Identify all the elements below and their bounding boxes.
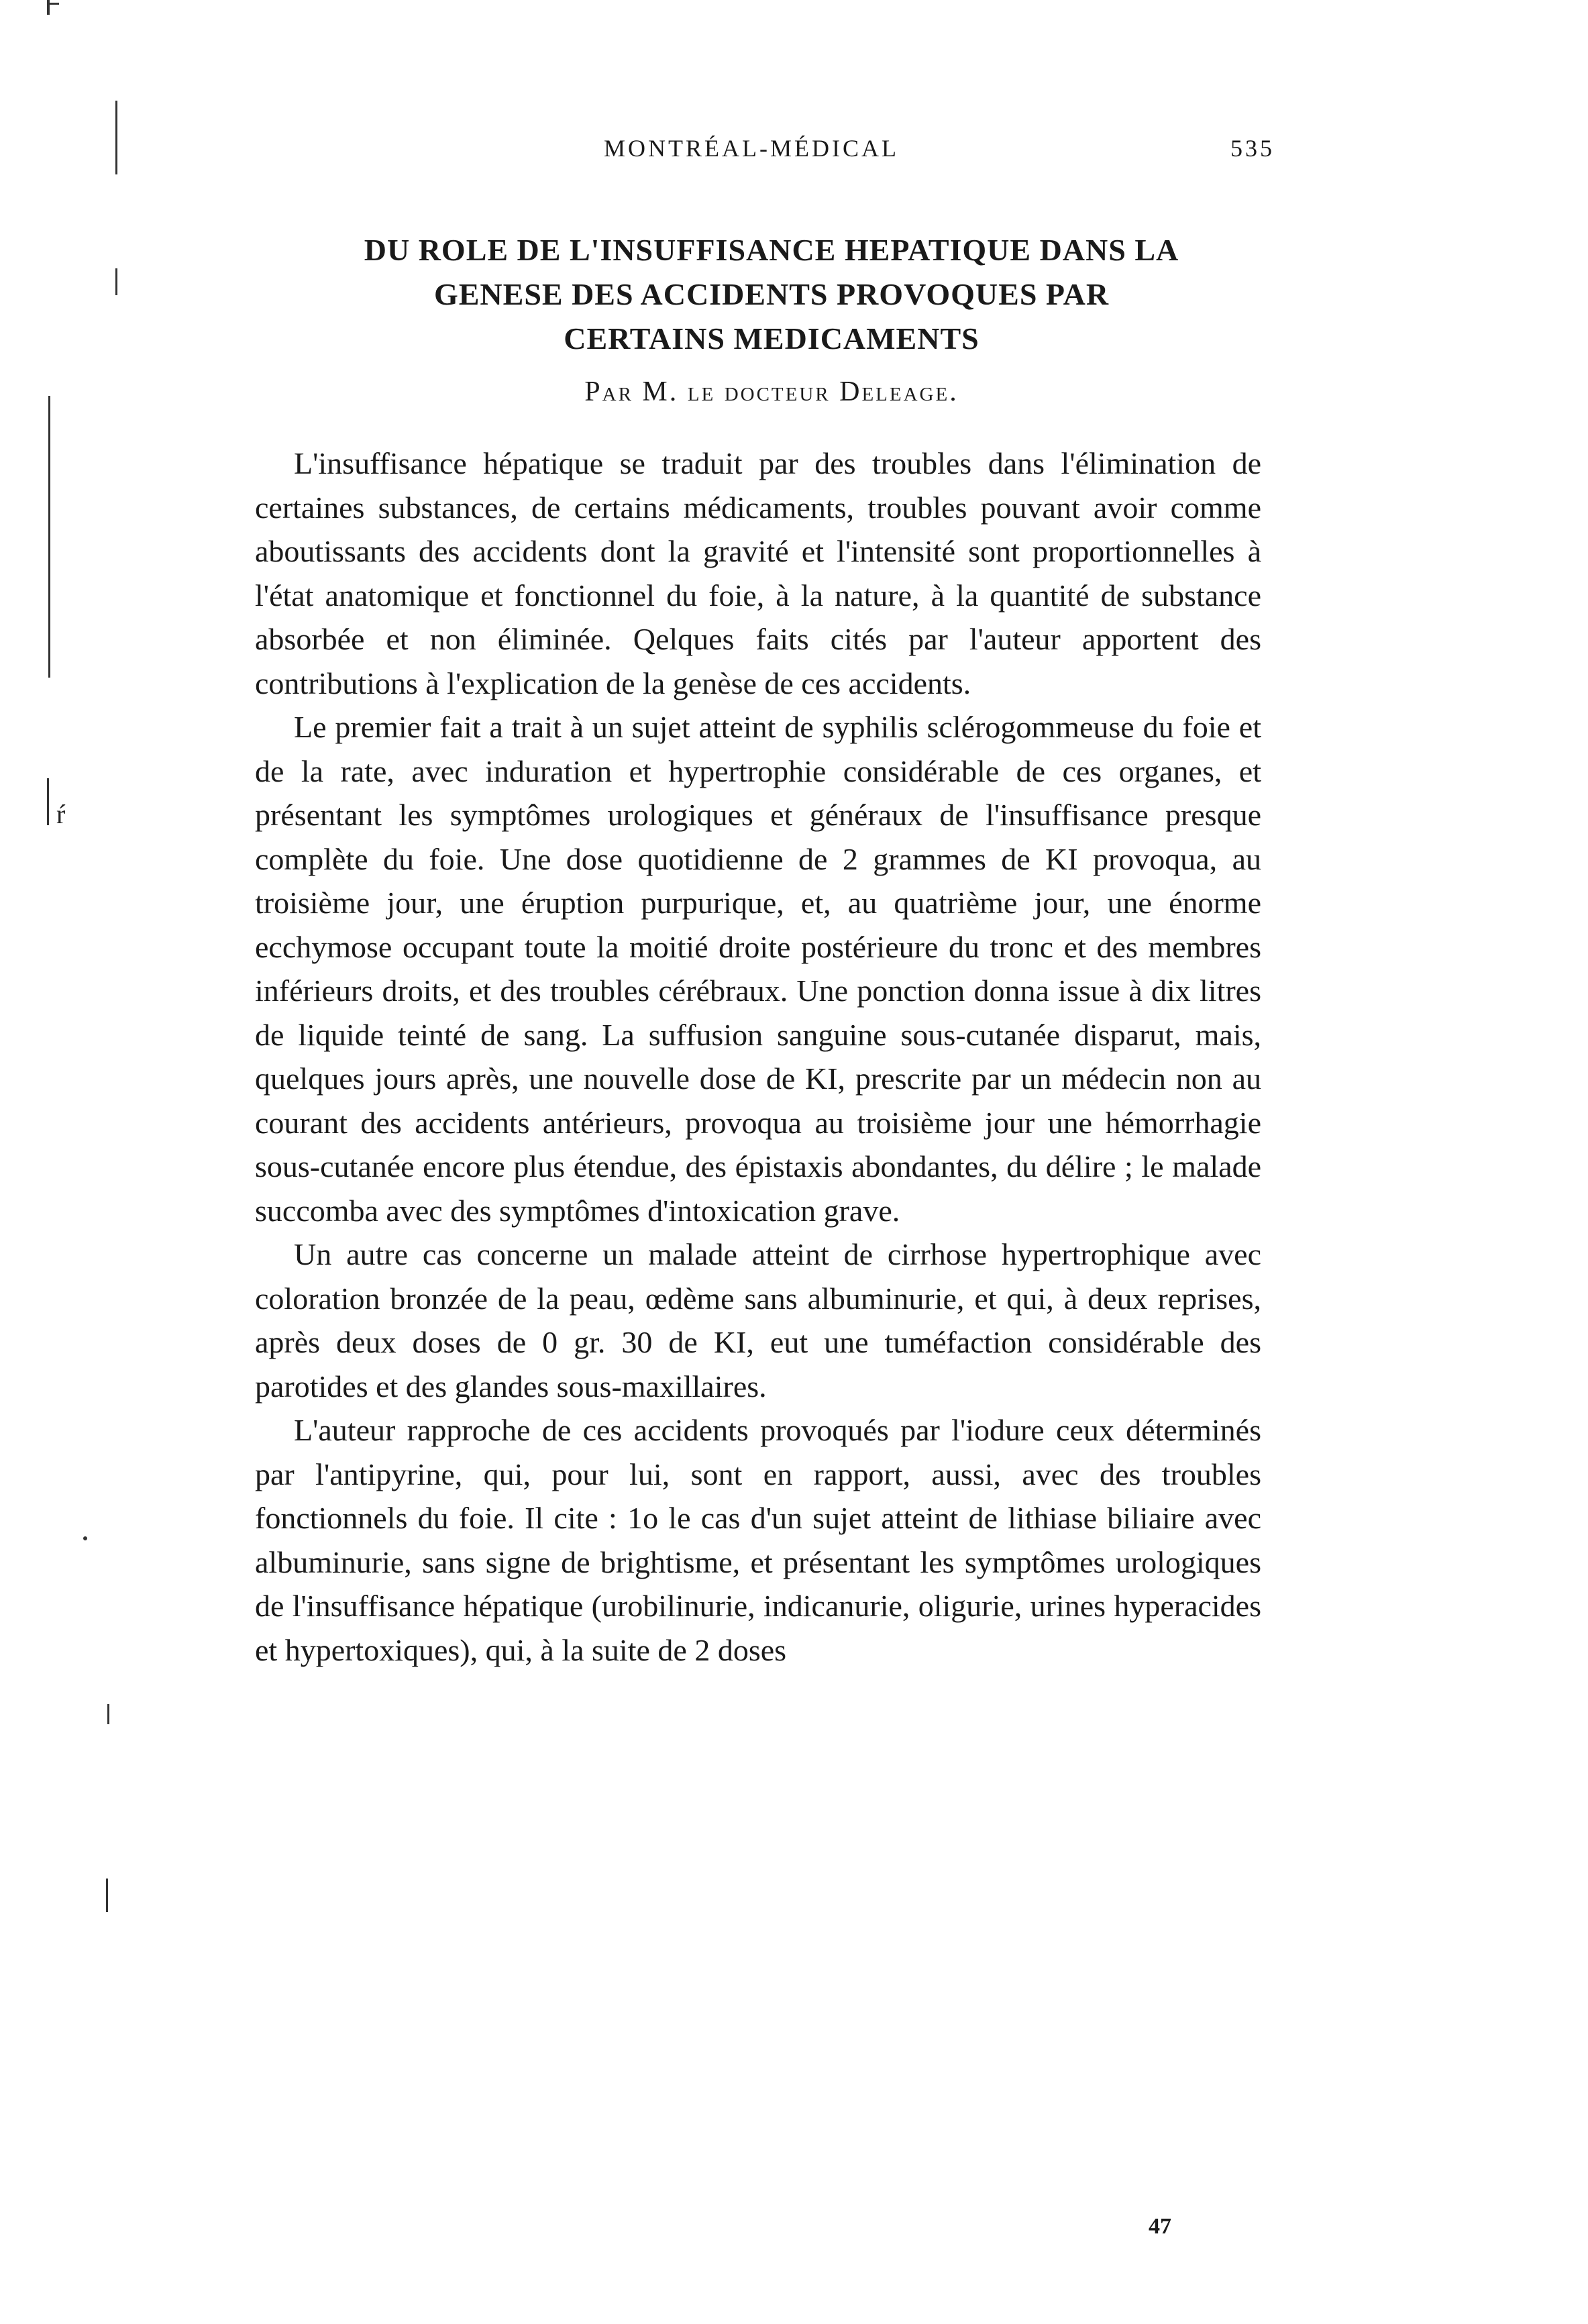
scan-mark xyxy=(47,778,49,825)
author-byline: Par M. le docteur Deleage. xyxy=(584,376,959,407)
scan-mark xyxy=(107,1704,109,1724)
scan-mark xyxy=(115,101,117,174)
article-body xyxy=(255,441,1261,1672)
scan-mark xyxy=(106,1879,108,1912)
scan-mark xyxy=(50,3,59,5)
scan-mark xyxy=(83,1536,87,1540)
signature-mark: 47 xyxy=(1149,2214,1171,2239)
body-paragraph: Un autre cas concerne un malade atteint de cirrhose hypertrophique avec coloration bronzée de la peau, œdème sans albuminurie, et qui, à deux reprises, après deux doses de 0 gr. 30 de KI, eut une tuméfaction considérable des parotides et des glandes sous-maxillaires. xyxy=(255,1237,1261,1404)
article-title xyxy=(255,228,1288,361)
body-paragraph: L'auteur rapproche de ces accidents provoqués par l'iodure ceux déterminés par l'antipyrine, qui, pour lui, sont en rapport, aussi, avec des troubles fonctionnels du foie. Il cite : 1o le cas d'un sujet atteint de lithiase biliaire avec albuminurie, sans signe de brightisme, et présentant les symptômes urologiques de l'insuffisance hépatique (urobilinurie, indicanurie, oligurie, urines hyperacides et hypertoxiques), qui, à la suite de 2 doses xyxy=(255,1413,1261,1667)
title-line: GENESE DES ACCIDENTS PROVOQUES PAR xyxy=(433,277,1110,311)
margin-mark: ŕ xyxy=(56,799,66,829)
page-number: 535 xyxy=(1230,135,1275,162)
running-header xyxy=(255,134,1275,174)
title-line: CERTAINS MEDICAMENTS xyxy=(564,321,980,356)
body-paragraph: Le premier fait a trait à un sujet atteint de syphilis sclérogommeuse du foie et de la rate, avec induration et hypertrophie considérable de ces organes, et présentant les symptômes urologiques et généraux de l'insuffisance presque complète du foie. Une dose quotidienne de 2 grammes de KI provoqua, au troisième jour, une éruption purpurique, et, au quatrième jour, une énorme ecchymose occupant toute la moitié droite postérieure du tronc et des membres inférieurs droits, et des troubles cérébraux. Une ponction donna issue à dix litres de liquide teinté de sang. La suffusion sanguine sous-cutanée disparut, mais, quelques jours après, une nouvelle dose de KI, prescrite par un médecin non au courant des accidents antérieurs, provoqua au troisième jour une hémorrhagie sous-cutanée encore plus étendue, des épistaxis abondantes, du délire ; le malade succomba avec des symptômes d'intoxication grave. xyxy=(255,710,1261,1228)
body-paragraph: L'insuffisance hépatique se traduit par des troubles dans l'élimination de certaines substances, de certains médicaments, troubles pouvant avoir comme aboutissants des accidents dont la gravité et l'intensité sont proportionnelles à l'état anatomique et fonctionnel du foie, à la nature, à la quantité de substance absorbée et non éliminée. Qelques faits cités par l'auteur apportent des contributions à l'explication de la genèse de ces accidents. xyxy=(255,446,1261,700)
title-line: DU ROLE DE L'INSUFFISANCE HEPATIQUE DANS LA xyxy=(364,233,1179,267)
journal-title: MONTRÉAL-MÉDICAL xyxy=(604,135,899,162)
scan-mark xyxy=(115,268,117,295)
scan-mark xyxy=(48,396,50,678)
